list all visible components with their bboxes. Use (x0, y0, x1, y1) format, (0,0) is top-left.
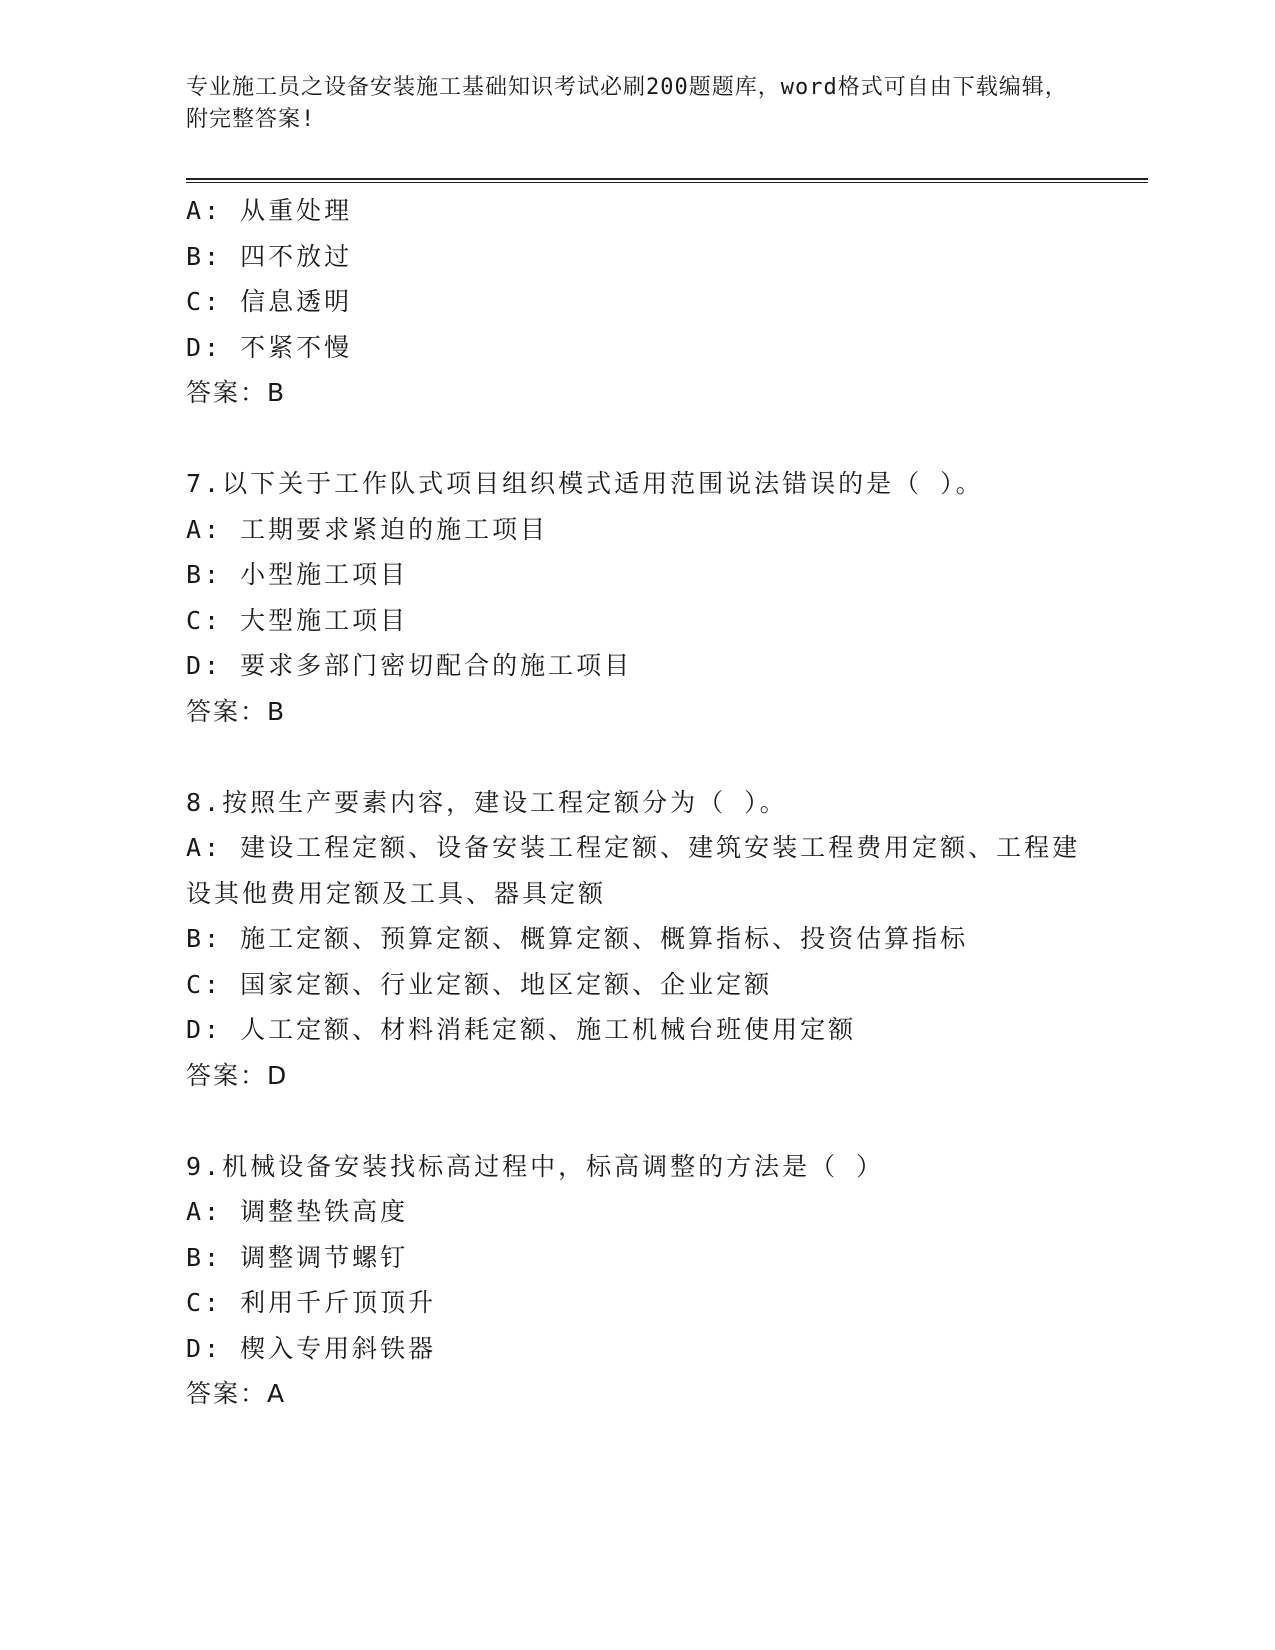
question-block (186, 780, 1086, 1099)
question-list (186, 188, 1086, 1417)
option-c: C: 利用千斤顶顶升 (186, 1288, 437, 1317)
document-header: 专业施工员之设备安装施工基础知识考试必刷200题题库，word格式可自由下载编辑，附完整答案! (186, 75, 1068, 132)
question-block (186, 461, 1086, 734)
option-d: D: 要求多部门密切配合的施工项目 (186, 651, 633, 680)
option-c: C: 大型施工项目 (186, 605, 409, 635)
option-a: A: 调整垫铁高度 (186, 1197, 409, 1226)
option-a: A: 从重处理 (186, 196, 353, 225)
option-c: C: 信息透明 (186, 287, 353, 316)
option-d: D: 不紧不慢 (186, 332, 353, 362)
answer: 答案：B (186, 696, 287, 726)
answer: 答案：A (186, 1379, 287, 1408)
option-b: B: 小型施工项目 (186, 560, 409, 589)
header-divider-thin (186, 182, 1148, 183)
option-b: B: 四不放过 (186, 241, 353, 271)
question-text: 9.机械设备安装找标高过程中，标高调整的方法是（ ） (186, 1151, 885, 1181)
question-text: 8.按照生产要素内容，建设工程定额分为（ ）。 (186, 787, 788, 817)
option-b: B: 施工定额、预算定额、概算定额、概算指标、投资估算指标 (186, 924, 969, 953)
option-a: A: 建设工程定额、设备安装工程定额、建筑安装工程费用定额、工程建设其他费用定额及工具、器具定额 (186, 833, 1081, 908)
option-b: B: 调整调节螺钉 (186, 1242, 409, 1272)
answer: 答案：D (186, 1060, 289, 1090)
option-d: D: 人工定额、材料消耗定额、施工机械台班使用定额 (186, 1015, 857, 1044)
question-block (186, 1144, 1086, 1417)
question-text: 7.以下关于工作队式项目组织模式适用范围说法错误的是（ ）。 (186, 469, 984, 498)
question-block (186, 188, 1086, 416)
header-divider (186, 178, 1148, 180)
answer: 答案：B (186, 378, 287, 407)
option-c: C: 国家定额、行业定额、地区定额、企业定额 (186, 969, 773, 999)
option-d: D: 楔入专用斜铁器 (186, 1333, 437, 1363)
option-a: A: 工期要求紧迫的施工项目 (186, 514, 549, 544)
